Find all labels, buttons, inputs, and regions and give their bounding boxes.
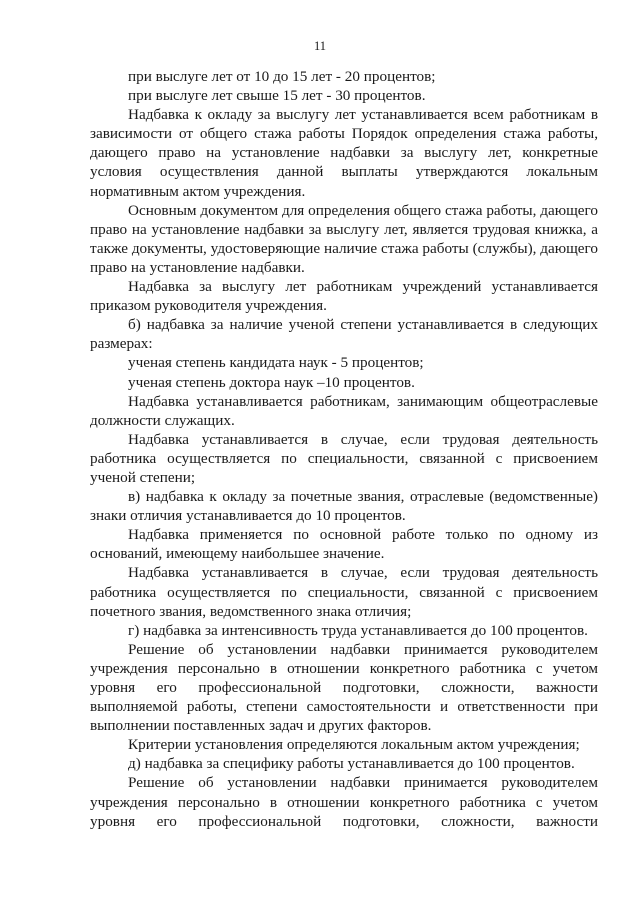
paragraph-specifics: д) надбавка за специфику работы устанавливается до 100 процентов. — [128, 755, 575, 773]
paragraph-academic-degree: б) надбавка за наличие ученой степени устанавливается в следующих размерах: — [90, 316, 598, 353]
paragraph-order-of-head: Надбавка за выслугу лет работникам учреждений устанавливается приказом руководителя учреждения. — [90, 278, 598, 315]
paragraph-seniority-10-15: при выслуге лет от 10 до 15 лет - 20 процентов; — [128, 68, 436, 85]
paragraph-candidate-degree: ученая степень кандидата наук - 5 процентов; — [128, 354, 424, 372]
paragraph-general-positions: Надбавка устанавливается работникам, занимающим общеотраслевые должности служащих. — [90, 392, 598, 429]
paragraph-intensity-decision: Решение об установлении надбавки принимается руководителем учреждения персонально в отношении конкретного работника с учетом уровня его профессиональной подготовки, сложности, важности выполняемой работы, степени самостоятельности и ответственности при выполнении поставленных задач и других факторов. — [90, 640, 598, 735]
paragraph-one-basis: Надбавка применяется по основной работе только по одному из оснований, имеющему наибольшее значение. — [90, 526, 598, 563]
document-body — [90, 67, 598, 831]
paragraph-seniority-over-15: при выслуге лет свыше 15 лет - 30 процентов. — [128, 87, 426, 105]
page-number: 11 — [313, 39, 327, 53]
paragraph-intensity: г) надбавка за интенсивность труда устанавливается до 100 процентов. — [128, 621, 588, 639]
paragraph-seniority-allowance: Надбавка к окладу за выслугу лет устанавливается всем работникам в зависимости от общего стажа работы Порядок определения стажа работы, дающего право на установление надбавки за выслугу лет, конкретные условия осуществления данной выплаты утверждаются локальным нормативным актом учреждения. — [90, 106, 598, 200]
paragraph-doctor-degree: ученая степень доктора наук –10 процентов. — [128, 373, 415, 391]
paragraph-criteria: Критерии установления определяются локальным актом учреждения; — [128, 736, 580, 754]
paragraph-honorary-titles: в) надбавка к окладу за почетные звания, отраслевые (ведомственные) знаки отличия устанавливается до 10 процентов. — [90, 488, 598, 525]
paragraph-degree-condition: Надбавка устанавливается в случае, если трудовая деятельность работника осуществляется по специальности, связанной с присвоением ученой степени; — [90, 430, 598, 486]
paragraph-specifics-decision: Решение об установлении надбавки принимается руководителем учреждения персонально в отношении конкретного работника с учетом уровня его профессиональной подготовки, сложности, важности — [90, 774, 598, 830]
paragraph-main-document: Основным документом для определения общего стажа работы, дающего право на установление надбавки за выслугу лет, является трудовая книжка, а также документы, удостоверяющие наличие стажа работы (службы), дающего право на установление надбавки. — [90, 201, 598, 276]
paragraph-title-condition: Надбавка устанавливается в случае, если трудовая деятельность работника осуществляется по специальности, связанной с присвоением почетного звания, ведомственного знака отличия; — [90, 564, 598, 620]
